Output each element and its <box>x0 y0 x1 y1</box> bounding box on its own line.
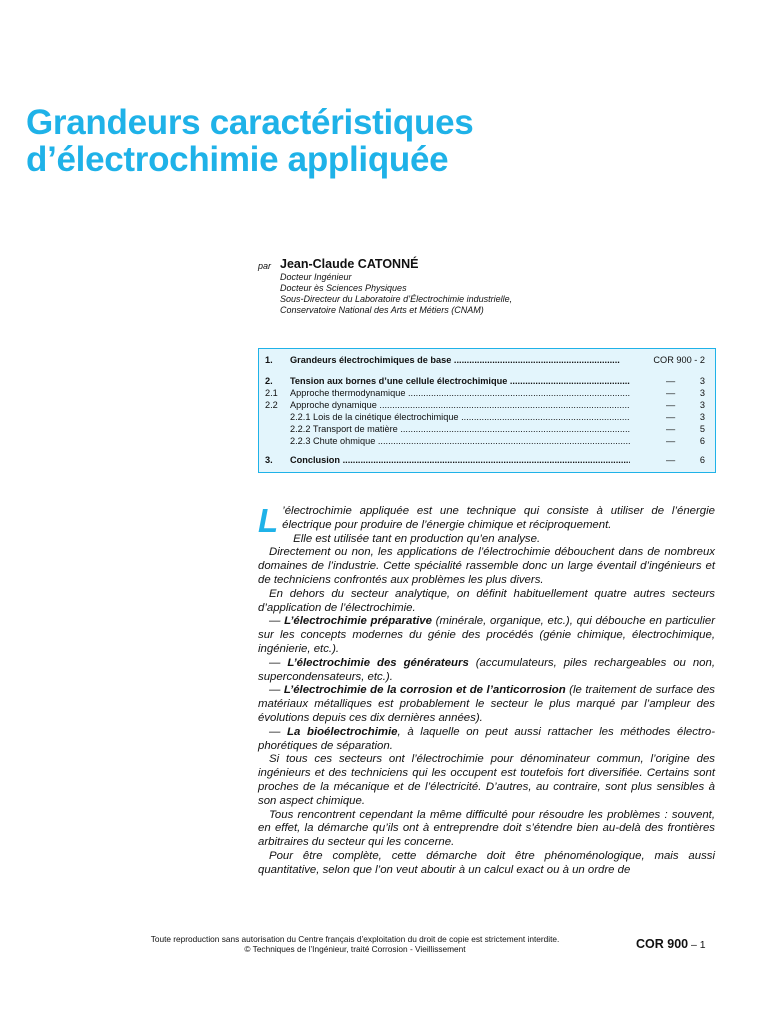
toc-row[interactable] <box>259 375 715 387</box>
toc-dash: — <box>666 412 676 422</box>
toc-label: 2.2.3 Chute ohmique ..... <box>290 435 630 447</box>
copyright-line: Toute reproduction sans autorisation du Centre français d’exploitation du droit de copie est strictement interdite. <box>150 934 560 944</box>
toc-dash: — <box>666 424 676 434</box>
document-code: COR 900 <box>636 937 689 951</box>
paragraph-text: (minérale, organique, etc.), qui débouche en particulier sur les concepts modernes du génie des procédés (génie chimique, électrochimique, ingénierie, etc.). <box>258 615 716 655</box>
toc-dash: — <box>666 436 676 446</box>
toc-label: 2.2.1 Lois de la cinétique électrochimique ..... <box>290 411 630 423</box>
toc-dash: — <box>666 455 676 465</box>
title-line-1: Grandeurs caractéristiques <box>26 103 474 142</box>
paragraph-text: , à laquelle on peut aussi rattacher les méthodes électro-phorétiques de séparation. <box>258 725 716 752</box>
em-dash: — <box>269 656 288 669</box>
copyright-line: © Techniques de l’Ingénieur, traité Corrosion - Vieillissement <box>244 943 466 954</box>
table-of-contents <box>258 348 716 473</box>
toc-dash: — <box>666 376 676 386</box>
toc-dash: — <box>666 400 676 410</box>
em-dash: — <box>269 615 285 628</box>
drop-cap: L <box>258 502 279 539</box>
toc-label: Approche dynamique ..... <box>290 399 630 411</box>
toc-row[interactable] <box>259 411 715 423</box>
paragraph: Si tous ces secteurs ont l’électrochimie pour dénominateur commun, l’origine des ingénieurs et des techniciens qui les occupent est toutefois fort diversifiée. Certains sont proches de la mécanique et de l’électricité. D’autres, au contraire, sont plus sensibles à son aspect chimique. <box>258 753 715 807</box>
author-qualification: Sous-Directeur du Laboratoire d’Électrochimie industrielle, <box>280 294 513 304</box>
paragraph <box>258 684 715 725</box>
toc-page: 3 <box>699 376 705 386</box>
toc-label: Conclusion ..... <box>290 454 630 466</box>
paragraph: Pour être complète, cette démarche doit être phénoménologique, mais aussi quantitative, selon que l’on veut aboutir à un calcul exact ou à un ordre de <box>258 849 715 876</box>
paragraph: Directement ou non, les applications de l’électrochimie débouchent dans de nombreux domaines de l’industrie. Cette spécialité rassemble donc un large éventail d’ingénieurs et de techniciens confrontés aux problèmes les plus divers. <box>258 546 715 586</box>
author-qualifications <box>280 272 512 316</box>
toc-label: Approche thermodynamique ..... <box>290 387 630 399</box>
toc-page: 3 <box>699 400 705 410</box>
paragraph-text: (le traitement de surface des matériaux métalliques est probablement le secteur le plus marqué par l’ampleur des évolutions depuis ces dix dernières années). <box>258 684 715 724</box>
toc-page: 6 <box>699 436 705 446</box>
author-name: Jean-Claude CATONNÉ <box>280 257 419 271</box>
paragraph-text: (accumulateurs, piles rechargeables ou non, supercondensateurs, etc.). <box>258 656 715 683</box>
author-qualification: Docteur ès Sciences Physiques <box>280 283 407 293</box>
toc-row[interactable] <box>259 435 715 447</box>
toc-row[interactable] <box>259 423 715 435</box>
article-body <box>258 502 716 878</box>
title-line-2: d’électrochimie appliquée <box>26 140 449 179</box>
document-title <box>26 104 473 178</box>
paragraph <box>258 615 715 656</box>
toc-row[interactable] <box>259 399 715 411</box>
toc-number: 3. <box>265 455 273 465</box>
paragraph <box>258 726 715 754</box>
toc-label: 2.2.2 Transport de matière ..... <box>290 423 630 435</box>
toc-row[interactable] <box>259 454 715 466</box>
author-qualification: Docteur Ingénieur <box>280 272 352 282</box>
toc-page: 3 <box>699 388 705 398</box>
paragraph: Tous rencontrent cependant la même difficulté pour résoudre les problèmes : souvent, en effet, la démarche qu’ils ont à entreprendre doit s’étendre bien au-delà des frontières arbitraires du secteur qui les concerne. <box>258 808 715 849</box>
toc-page: 5 <box>699 424 705 434</box>
paragraph: En dehors du secteur analytique, on définit habituellement quatre autres secteurs d’application de l’électrochimie. <box>258 587 715 614</box>
toc-reference: COR 900 - 2 <box>653 355 705 365</box>
copyright-notice <box>100 935 610 954</box>
toc-dash: — <box>666 388 676 398</box>
author-qualification: Conservatoire National des Arts et Métiers (CNAM) <box>280 305 484 315</box>
toc-number: 2.1 <box>265 388 278 398</box>
toc-label: Tension aux bornes d’une cellule électrochimique ..... <box>290 375 630 387</box>
toc-number: 2. <box>265 376 273 386</box>
toc-page: 3 <box>699 412 705 422</box>
em-dash: — <box>269 725 288 738</box>
sector-name: La bioélectrochimie <box>287 725 398 738</box>
sector-name: L’électrochimie préparative <box>284 615 432 628</box>
page-reference <box>636 937 706 951</box>
toc-row[interactable] <box>259 387 715 399</box>
paragraph-text: ’électrochimie appliquée est une technique qui consiste à utiliser de l’énergie électrique pour produire de l’énergie chimique et réciproquement. <box>282 505 715 531</box>
author-par: par <box>258 261 272 271</box>
sector-name: L’électrochimie de la corrosion et de l’anticorrosion <box>283 684 566 697</box>
page-number: – 1 <box>688 939 706 951</box>
toc-number: 2.2 <box>265 400 278 410</box>
paragraph <box>258 657 715 685</box>
toc-label: Grandeurs électrochimiques de base ..... <box>290 354 620 366</box>
toc-number: 1. <box>265 355 273 365</box>
sector-name: L’électrochimie des générateurs <box>287 656 469 669</box>
toc-page: 6 <box>699 455 705 465</box>
em-dash: — <box>269 684 284 697</box>
paragraph: Elle est utilisée tant en production qu’en analyse. <box>293 532 541 545</box>
toc-row[interactable] <box>259 354 715 366</box>
